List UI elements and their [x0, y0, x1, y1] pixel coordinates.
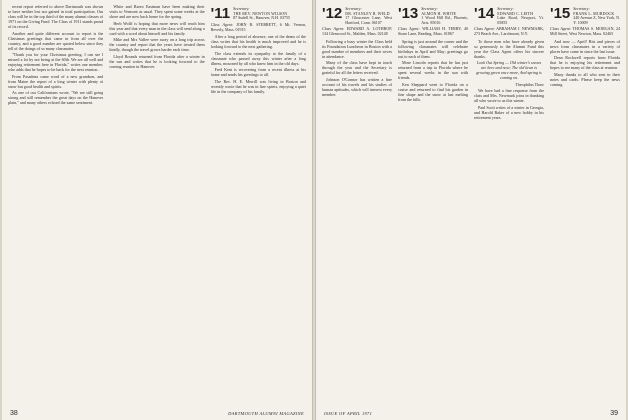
page-footer: [324, 410, 618, 417]
publication-issue: ISSUE OF APRIL 1971: [324, 411, 373, 416]
class-agent: Class Agent: ABRAHAM J. NEWMARK, 273 Beach Ave., Larchmont, N.Y.: [474, 26, 544, 36]
paragraph: Mose Lincoln reports that he has just returned from a trip to Florida where he spent several weeks in the sun with friends.: [398, 60, 468, 81]
secretary-address: 1 Wood Hill Rd., Phoenix, Ariz. 85016: [421, 15, 468, 25]
secretary-info: Secretary: EDWARD C. LEITH Lake Road, Newport, Vt. 05855: [497, 6, 544, 25]
right-column-4: [550, 4, 620, 404]
right-column-1: [322, 4, 392, 404]
paragraph: We have had a fine response from the class and Mrs. Newmark joins in thanking all who wrote to us this winter.: [474, 88, 544, 104]
paragraph: "Thank you for your Christmas greeting. I can see I missed a lot by not being at the 60th. We are all well and enjoying retirement here in Florida," writes one member, who adds that he hopes to be back for the next reunion.: [8, 52, 104, 72]
paragraph: Lloyd Rounds returned from Florida after a winter in the sun and writes that he is looking forward to the coming reunion in Hanover.: [109, 53, 205, 69]
paragraph: Ken Sheppard went to Florida on a cruise and returned to find his garden in fine shape and the snow at last melting from the hills.: [398, 81, 468, 102]
left-column-3: [211, 4, 306, 404]
paragraph: Johnson O'Connor has written a fine account of his travels and his studies of human aptitudes, which will interest every member.: [322, 76, 392, 97]
paragraph: Many of the class have kept in touch through the year and the Secretary is grateful for all the letters received.: [322, 60, 392, 76]
secretary-address: 240 Avenue Z, New York, N. Y. 10009: [573, 15, 620, 25]
class-year: '14: [474, 5, 495, 22]
class-heading-1911: [211, 7, 306, 21]
left-column-2: [109, 4, 204, 404]
paragraph: recent report referred to above Dartmouth was shown to have neither lost nor gained in total participation. Our class will be in the top third of the many alumni classes of 1971 on the Giving Fund. The Class of 1911 stands proud of its record.: [8, 4, 104, 29]
secretary-address: 87 Sudell St., Hanover, N.H. 03755: [233, 15, 291, 21]
paragraph: Many thanks to all who sent in their notes and cards. Please keep the news coming.: [550, 71, 620, 87]
class-year: '11: [210, 5, 231, 22]
poem: Look Out Spring — Old winter's snows are here and now; The old lawn is growing green once more, And spring is coming on.: [476, 60, 542, 81]
secretary-address: Lake Road, Newport, Vt. 05855: [497, 15, 544, 25]
paragraph: Mike and Mrs Vallee were away on a long trip across the country and report that the years have treated them kindly, though the travel grows harder each time.: [109, 37, 205, 52]
secretary-name: FRANK L. MURDOCK: [573, 10, 615, 16]
class-agent: Class Agent: JOHN R. STERRETT, 6 Mt. Vernon, Beverly, Mass. 01915: [210, 22, 306, 32]
class-heading-1914: [474, 7, 544, 25]
paragraph: Following a busy winter the Class held its Foundation Luncheon in Boston with a good number of members and their wives in attendance.: [322, 38, 392, 59]
secretary-name: THE REV. NEWTON WILSON: [233, 10, 288, 16]
left-page: [2, 0, 312, 420]
right-column-2: [398, 4, 468, 404]
class-heading-1912: [322, 7, 392, 25]
paragraph: Another and quite different account to report is the Christmas greetings that came in from all over the country, and a good number are quoted below since they tell of the doings of so many classmates.: [8, 30, 104, 51]
class-heading-1915: [550, 7, 620, 25]
paragraph: Fred Kent is recovering from a recent illness at his home and sends his greetings to all.: [210, 67, 306, 78]
class-agent: Class Agent: EDWARD A. LOTHROP, 134 Glenwood St., Malden, Mass. 02148: [322, 26, 392, 36]
paragraph: Paul Scott writes of a winter in Georgia, and Harold Baker of a new hobby in his retirement years.: [474, 104, 544, 120]
secretary-name: ALMON H. WHITE: [421, 10, 457, 16]
class-heading-1913: [398, 7, 468, 25]
right-column-3: [474, 4, 544, 404]
left-column-1: [8, 4, 103, 404]
paragraph: The class extends its sympathy to the family of a classmate who passed away this winter after a long illness, mourned by all who knew him in the old days.: [210, 50, 306, 66]
secretary-name: EDWARD C. LEITH: [497, 10, 534, 16]
page-footer: [10, 410, 304, 417]
paragraph: And now — April! Bits and pieces of news from classmates in a variety of places have come in since the last issue.: [550, 38, 620, 54]
secretary-address: 17 Gloucester Lane, West Hartford, Conn. 06107: [345, 15, 392, 25]
secretary-name: DR. STANLEY B. WELD: [345, 10, 390, 16]
class-year: '12: [322, 5, 343, 22]
secretary-info: Secretary: THE REV. NEWTON WILSON 87 Sudell St., Hanover, N.H. 03755: [233, 6, 291, 21]
paragraph: Spring is just around the corner and the following classmates will celebrate birthdays in April and May; greetings go out to each of them.: [398, 38, 468, 59]
class-year: '15: [550, 5, 571, 22]
secretary-info: Secretary: ALMON H. WHITE 1 Wood Hill Rd., Phoenix, Ariz. 85016: [421, 6, 468, 25]
paragraph: The Rev. H. E. Merrill was living in Boston and recently wrote that he was in fine spirits, enjoying a quiet life in the company of his family.: [210, 78, 306, 94]
page-number: 39: [610, 410, 618, 417]
paragraph: From Pasadena came word of a new grandson, and from Maine the report of a long winter with plenty of snow but good health and spirits.: [8, 73, 104, 89]
class-year: '13: [398, 5, 419, 22]
paragraph: White and Rareo Eastman have been making their visits to Vermont as usual. They spent some weeks at the shore and are now back home for the spring.: [109, 4, 205, 19]
class-agent: Class Agent: WILLIAM H. TERRY, 40 Stone Lane, Reading, Mass. 01867: [398, 26, 468, 36]
publication-name: DARTMOUTH ALUMNI MAGAZINE: [228, 411, 304, 416]
right-page: [316, 0, 626, 420]
secretary-info: Secretary: FRANK L. MURDOCK 240 Avenue Z, New York, N. Y. 10009: [573, 6, 620, 25]
page-number: 38: [10, 410, 18, 417]
paragraph: To those men who have already given so generously to the Alumni Fund this year the Class Agent offers his sincere thanks.: [474, 38, 544, 59]
paragraph: Herb Wolff is hoping that more news will reach him this year and that every man in the class will send along a card with a word about himself and his family.: [109, 20, 205, 36]
paragraph: Dean Rockwell reports from Florida that he is enjoying his retirement and hopes to see many of the class at reunion.: [550, 55, 620, 71]
paragraph: After a long period of absence, one of the deans of the class writes that his health is much improved and he is looking forward to the next gathering.: [210, 34, 306, 50]
paragraph: As one of our Californians wrote, "We are still going strong and still remember the great days on the Hanover plain," and many others echoed the same sentiment.: [8, 90, 104, 105]
secretary-info: Secretary: DR. STANLEY B. WELD 17 Gloucester Lane, West Hartford, Conn. 06107: [345, 6, 392, 25]
poem-author: Theophilus Thaw: [515, 81, 544, 87]
class-agent: Class Agent: THOMAS S. MORGAN, 24 Mill Street, West Newton, Mass. 02465: [550, 26, 620, 36]
